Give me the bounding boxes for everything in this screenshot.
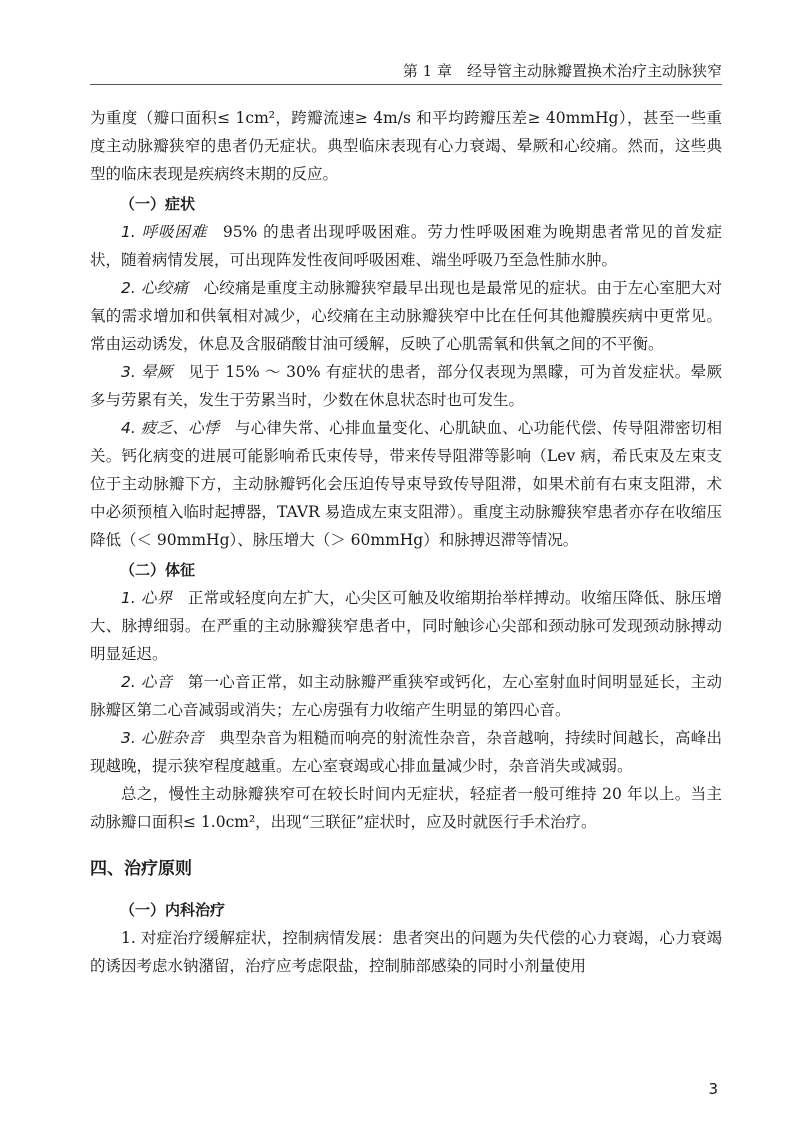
- symptoms-heading: （一）症状: [120, 195, 196, 213]
- sign-term: 1. 心界: [121, 589, 173, 607]
- sign-text: 正常或轻度向左扩大，心尖区可触及收缩期抬举样搏动。收缩压降低、脉压增大、脉搏细弱。在严重的主动脉瓣狭窄患者中，同时触诊心尖部和颈动脉可发现颈动脉搏动明显延迟。: [90, 589, 722, 663]
- running-header: [90, 58, 722, 85]
- symptom-term: 1. 呼吸困难: [121, 223, 208, 241]
- symptom-item: [90, 358, 722, 414]
- symptom-text: 与心律失常、心排血量变化、心肌缺血、心功能代偿、传导阻滞密切相关。钙化病变的进展可能影响希氏束传导，带来传导阻滞等影响（Lev 病，希氏束及左束支位于主动脉瓣下方，主动脉瓣钙化会压迫传导束导致传导阻滞，如果术前有右束支阻滞，术中必须预植入临时起搏器，TAVR 易造成左束支阻滞）。重度主动脉瓣狭窄患者亦存在收缩压降低（＜ 90mmHg）、脉压增大（＞ 60mmHg）和脉搏迟滞等情况。: [90, 419, 722, 549]
- symptom-item: [90, 414, 722, 554]
- intro-paragraph: 为重度（瓣口面积≤ 1cm²，跨瓣流速≥ 4m/s 和平均跨瓣压差≥ 40mmHg），甚至一些重度主动脉瓣狭窄的患者仍无症状。典型临床表现有心力衰竭、晕厥和心绞痛。然而，这些典型的临床表现是疾病终末期的反应。: [90, 109, 722, 183]
- page-number: 3: [708, 1080, 718, 1098]
- sign-term: 3. 心脏杂音: [121, 729, 204, 747]
- sign-term: 2. 心音: [121, 673, 173, 691]
- symptom-text: 心绞痛是重度主动脉瓣狭窄最早出现也是最常见的症状。由于左心室肥大对氧的需求增加和供氧相对减少，心绞痛在主动脉瓣狭窄中比在任何其他瓣膜疾病中更常见。常由运动诱发，休息及含服硝酸甘油可缓解，反映了心肌需氧和供氧之间的不平衡。: [90, 279, 722, 353]
- symptom-text: 95% 的患者出现呼吸困难。劳力性呼吸困难为晚期患者常见的首发症状，随着病情发展，可出现阵发性夜间呼吸困难、端坐呼吸乃至急性肺水肿。: [90, 223, 722, 269]
- medical-treatment-heading: （一）内科治疗: [120, 901, 226, 919]
- sign-text: 第一心音正常，如主动脉瓣严重狭窄或钙化，左心室射血时间明显延长，主动脉瓣区第二心音减弱或消失；左心房强有力收缩产生明显的第四心音。: [90, 673, 722, 719]
- chapter-title: 第 1 章 经导管主动脉瓣置换术治疗主动脉狭窄: [402, 62, 722, 80]
- signs-heading: （二）体征: [120, 561, 196, 579]
- summary-paragraph: 总之，慢性主动脉瓣狭窄可在较长时间内无症状，轻症者一般可维持 20 年以上。当主动脉瓣口面积≤ 1.0cm²，出现“三联征”症状时，应及时就医行手术治疗。: [90, 785, 722, 831]
- symptom-text: 见于 15% ～ 30% 有症状的患者，部分仅表现为黑矇，可为首发症状。晕厥多与劳累有关，发生于劳累当时，少数在休息状态时也可发生。: [90, 363, 722, 409]
- symptom-item: [90, 218, 722, 274]
- sign-text: 典型杂音为粗糙而响亮的射流性杂音，杂音越响，持续时间越长，高峰出现越晚，提示狭窄程度越重。左心室衰竭或心排血量减少时，杂音消失或减弱。: [90, 729, 722, 775]
- sign-item: [90, 584, 722, 668]
- symptom-term: 3. 晕厥: [121, 363, 173, 381]
- symptom-term: 2. 心绞痛: [121, 279, 189, 297]
- sign-item: [90, 724, 722, 780]
- page-body: [90, 104, 722, 980]
- sign-item: [90, 668, 722, 724]
- treatment-paragraph: 1. 对症治疗缓解症状，控制病情发展：患者突出的问题为失代偿的心力衰竭，心力衰竭的诱因考虑水钠潴留，治疗应考虑限盐，控制肺部感染的同时小剂量使用: [90, 929, 722, 975]
- treatment-heading: 四、治疗原则: [90, 859, 192, 879]
- symptom-term: 4. 疲乏、心悸: [121, 419, 220, 437]
- symptom-item: [90, 274, 722, 358]
